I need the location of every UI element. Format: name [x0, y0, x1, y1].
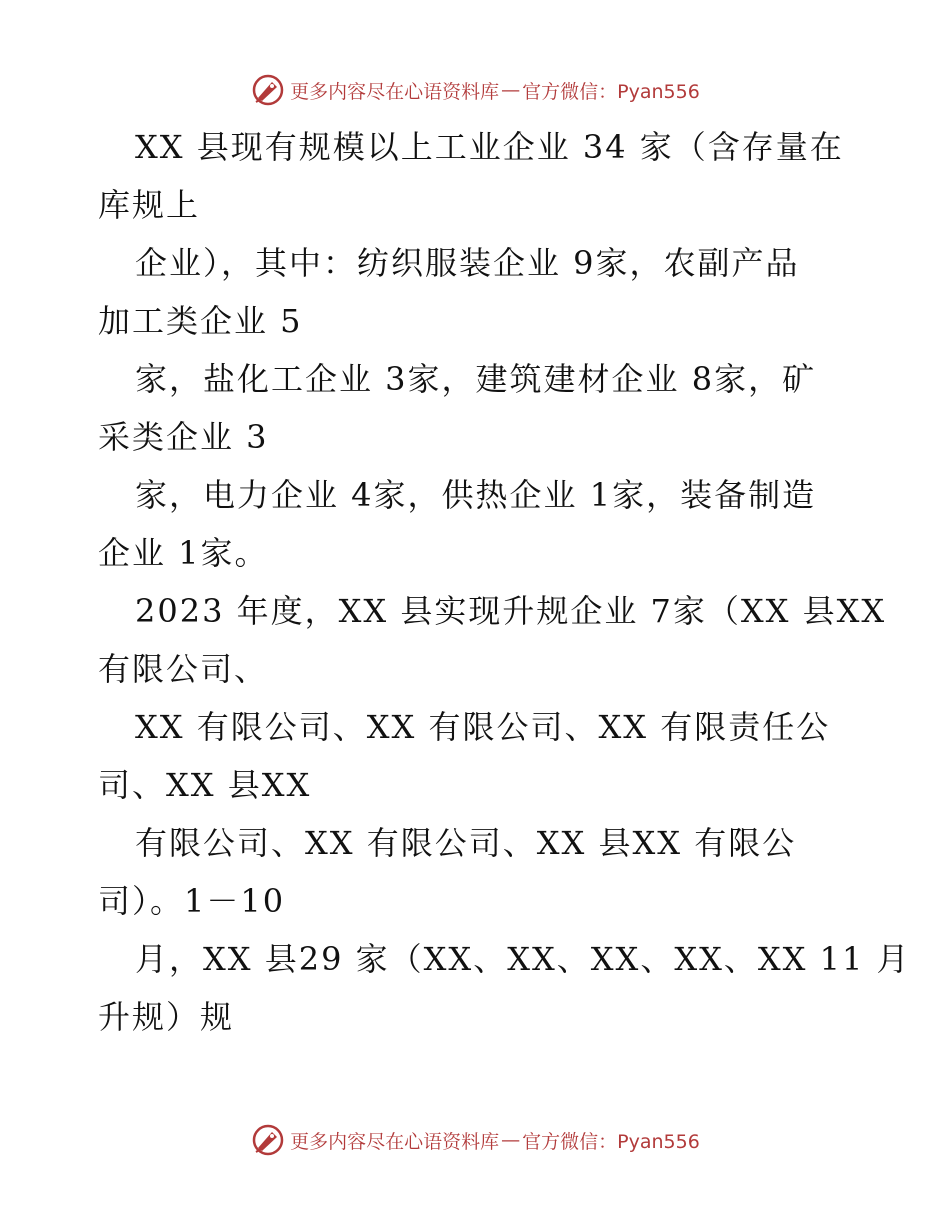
- body-line: 月，XX 县29 家（XX、XX、XX、XX、XX 11 月: [135, 940, 911, 978]
- body-line: 采类企业 3: [98, 418, 269, 456]
- body-line: 司）。1－10: [98, 882, 286, 920]
- top-watermark-banner: [0, 70, 950, 110]
- pen-nib-logo-icon: [250, 1122, 286, 1158]
- watermark-wechat: 官方微信：Pyan556: [522, 1130, 700, 1153]
- body-line: XX 县现有规模以上工业企业 34 家（含存量在: [135, 128, 844, 166]
- body-line: 2023 年度，XX 县实现升规企业 7家（XX 县XX: [135, 592, 887, 630]
- body-line: 企业），其中：纺织服装企业 9家，农副产品: [135, 244, 800, 282]
- pen-nib-logo-icon: [250, 72, 286, 108]
- body-line: 加工类企业 5: [98, 302, 303, 340]
- body-line: XX 有限公司、XX 有限公司、XX 有限责任公: [135, 708, 831, 746]
- body-line: 升规）规: [98, 998, 235, 1036]
- bottom-watermark-banner: [0, 1120, 950, 1160]
- body-line: 企业 1家。: [98, 534, 269, 572]
- watermark-text: 更多内容尽在心语资料库: [290, 80, 500, 103]
- watermark-wechat: 官方微信：Pyan556: [522, 80, 700, 103]
- body-line: 司、XX 县XX: [98, 766, 312, 804]
- watermark-dash: —: [501, 1129, 521, 1151]
- body-line: 有限公司、: [98, 650, 269, 688]
- body-line: 家，电力企业 4家，供热企业 1家，装备制造: [135, 476, 817, 514]
- watermark-dash: —: [501, 79, 521, 101]
- body-line: 家，盐化工企业 3家，建筑建材企业 8家，矿: [135, 360, 817, 398]
- watermark-text: 更多内容尽在心语资料库: [290, 1130, 500, 1153]
- body-line: 有限公司、XX 有限公司、XX 县XX 有限公: [135, 824, 797, 862]
- body-line: 库规上: [98, 186, 201, 224]
